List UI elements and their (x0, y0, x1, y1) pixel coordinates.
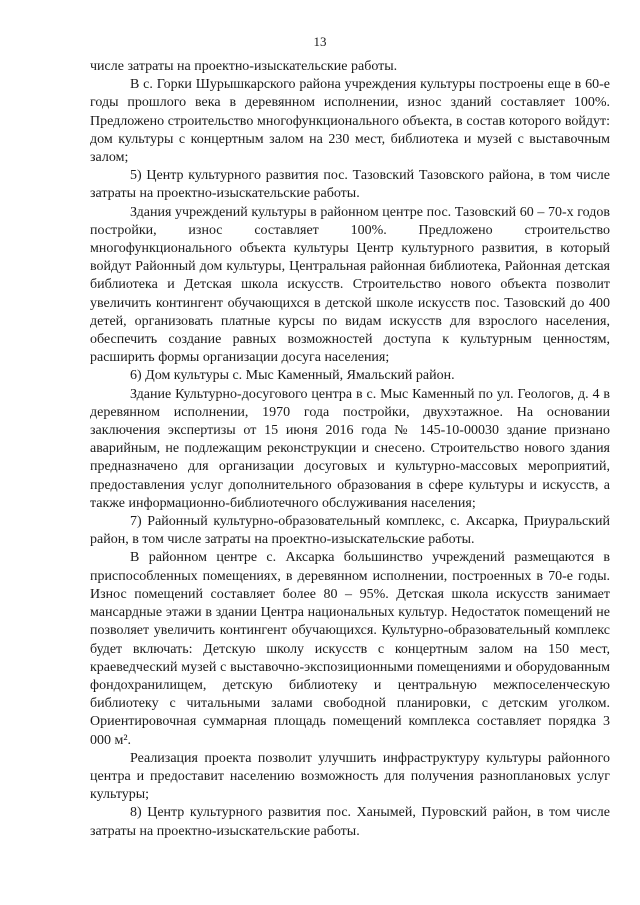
paragraph-mys-kamenny: Здание Культурно-досугового центра в с. Мыс Каменный по ул. Геологов, д. 4 в деревянном исполнении, 1970 года постройки, двухэтажное. На основании заключения экспертизы от 15 июня 2016 года № 145-10-00030 здание признано аварийным, не подлежащим реконструкции и снесено. Строительство нового здания предназначено для организации досуговых и культурно-массовых мероприятий, предоставления услуг дополнительного образования в сфере культуры и искусств, а также информационно-библиотечного обслуживания населения; (90, 386, 610, 511)
document-body (90, 58, 610, 841)
paragraph-item-6: 6) Дом культуры с. Мыс Каменный, Ямальский район. (130, 368, 455, 384)
paragraph-gorki: В с. Горки Шурышкарского района учреждения культуры построены еще в 60-е годы прошлого века в деревянном исполнении, износ зданий составляет 100%. Предложено строительство многофункционального объекта, в состав которого войдут: дом культуры с концертным залом на 230 мест, библиотека и музей с выставочным залом; (90, 77, 610, 166)
paragraph-tazovsky: Здания учреждений культуры в районном центре пос. Тазовский 60 – 70-х годов постройки, износ составляет 100%. Предложено строительство многофункционального объекта культуры Центр культурного развития, в который войдут Районный дом культуры, Центральная районная библиотека, Районная детская библиотека и Детская школа искусств. Строительство нового объекта позволит увеличить контингент обучающихся в детской школе искусств пос. Тазовский до 400 детей, организовать платные курсы по видам искусств для взрослого населения, обеспечить создание равных возможностей доступа к культурным ценностям, расширить формы организации досуга населения; (90, 204, 610, 366)
paragraph-aksarka: В районном центре с. Аксарка большинство учреждений размещаются в приспособленных помещениях, в деревянном исполнении, построенных в 70-е годы. Износ помещений составляет более 80 – 95%. Детская школа искусств занимает мансардные этажи в здании Центра национальных культур. Недостаток помещений не позволяет увеличить контингент обучающихся. Культурно-образовательный комплекс будет включать: Детскую школу искусств с концертным залом на 150 мест, краеведческий музей с выставочно-экспозиционными помещениями и оборудованным фондохранилищем, детскую библиотеку и центральную межпоселенческую библиотеку с читальными залами свободной планировки, с детским уголком. Ориентировочная суммарная площадь помещений комплекса составляет порядка 3 000 м². (90, 550, 610, 748)
page-number: 13 (313, 34, 327, 49)
paragraph-continuation: числе затраты на проектно-изыскательские работы. (90, 59, 398, 74)
paragraph-item-7: 7) Районный культурно-образовательный комплекс, с. Аксарка, Приуральский район, в том числе затраты на проектно-изыскательские работы. (90, 514, 610, 548)
paragraph-item-5: 5) Центр культурного развития пос. Тазовский Тазовского района, в том числе затраты на проектно-изыскательские работы. (90, 168, 610, 202)
paragraph-realization: Реализация проекта позволит улучшить инфраструктуру культуры районного центра и предоставит населению возможность для получения разноплановых услуг культуры; (90, 750, 610, 803)
paragraph-item-8: 8) Центр культурного развития пос. Ханымей, Пуровский район, в том числе затраты на проектно-изыскательские работы. (90, 805, 610, 839)
